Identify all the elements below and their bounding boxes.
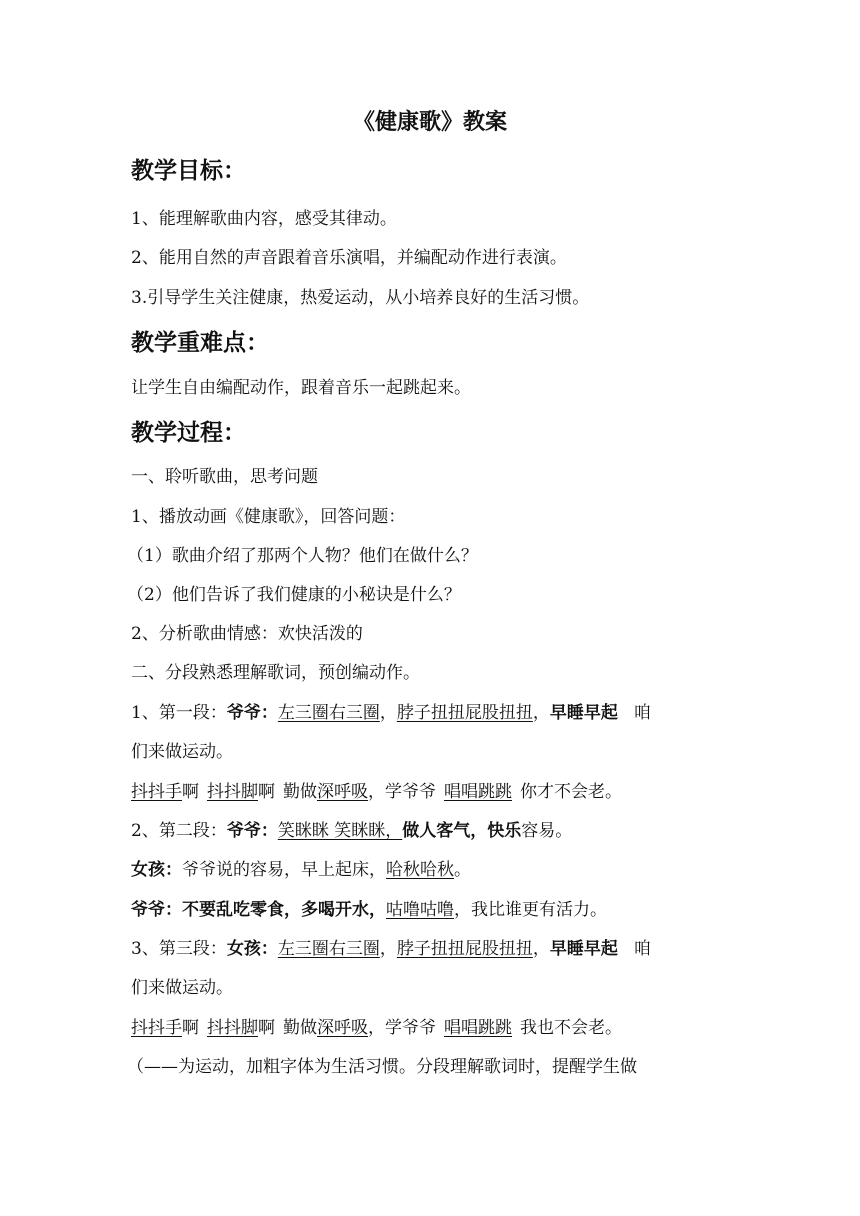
exercise-phrase: 抖抖手 bbox=[131, 782, 182, 802]
speaker-label: 女孩： bbox=[131, 860, 182, 880]
lyric-section-1-line bbox=[131, 701, 651, 725]
section-prefix: 2、第二段： bbox=[131, 821, 227, 841]
punct: ， bbox=[532, 939, 550, 959]
lyric-text: ，学爷爷 bbox=[368, 782, 436, 802]
lyric-text: 爷爷说的容易，早上起床， bbox=[182, 860, 386, 880]
exercise-phrase: 抖抖脚 bbox=[207, 782, 258, 802]
section-prefix: 3、第三段： bbox=[131, 939, 227, 959]
habit-phrase: 不要乱吃零食，多喝开水， bbox=[182, 900, 386, 920]
lyric-text: 容易。 bbox=[521, 821, 573, 841]
process-heading: 教学过程： bbox=[131, 420, 246, 446]
goal-item: 1、能理解歌曲内容，感受其律动。 bbox=[131, 209, 397, 229]
speaker-label: 爷爷： bbox=[226, 703, 278, 723]
speaker-label: 爷爷： bbox=[131, 900, 182, 920]
habit-phrase: 早睡早起 bbox=[549, 703, 618, 723]
lyric-text: 你才不会老。 bbox=[520, 782, 622, 802]
goals-heading: 教学目标： bbox=[131, 158, 246, 184]
exercise-phrase: 脖子扭扭屁股扭扭 bbox=[396, 939, 533, 959]
process-line: 一、聆听歌曲，思考问题 bbox=[131, 467, 318, 487]
exercise-phrase: 深呼吸 bbox=[317, 1018, 368, 1038]
document-title: 《健康歌》教案 bbox=[352, 110, 507, 135]
exercise-phrase: 深呼吸 bbox=[317, 782, 368, 802]
lyric-section-3-line bbox=[131, 937, 651, 961]
goal-item: 2、能用自然的声音跟着音乐演唱，并编配动作进行表演。 bbox=[131, 248, 567, 268]
exercise-phrase: 抖抖手 bbox=[131, 1018, 182, 1038]
exercise-phrase: 脖子扭扭屁股扭扭 bbox=[396, 703, 533, 723]
lyric-text: 啊 bbox=[258, 1018, 275, 1038]
lyric-text: 啊 bbox=[182, 782, 199, 802]
lyric-text: 勤做 bbox=[283, 782, 317, 802]
lyric-text: ，我比谁更有活力。 bbox=[454, 900, 607, 920]
exercise-phrase: 唱唱跳跳 bbox=[444, 1018, 512, 1038]
habit-phrase: 早睡早起 bbox=[549, 939, 618, 959]
lyric-text: 。 bbox=[454, 860, 471, 880]
punct: ， bbox=[379, 939, 397, 959]
lyric-continuation: 们来做运动。 bbox=[131, 978, 233, 998]
question-line: （2）他们告诉了我们健康的小秘诀是什么？ bbox=[127, 585, 461, 605]
exercise-phrase: 左三圈右三圈 bbox=[277, 703, 380, 723]
lyric-section-2-line bbox=[131, 819, 572, 843]
lyric-text: 勤做 bbox=[283, 1018, 317, 1038]
lyric-refrain-1 bbox=[131, 780, 622, 804]
lyric-text: 我也不会老。 bbox=[520, 1018, 622, 1038]
lyric-girl-line bbox=[131, 858, 471, 882]
exercise-phrase: 哈秋哈秋 bbox=[386, 860, 454, 880]
legend-note: （——为运动，加粗字体为生活习惯。分段理解歌词时，提醒学生做 bbox=[127, 1057, 637, 1077]
lyric-grandpa-line bbox=[131, 898, 607, 922]
lyric-refrain-3 bbox=[131, 1016, 622, 1040]
exercise-phrase: 抖抖脚 bbox=[207, 1018, 258, 1038]
focus-text: 让学生自由编配动作，跟着音乐一起跳起来。 bbox=[131, 378, 471, 398]
punct: ， bbox=[532, 703, 550, 723]
punct: ， bbox=[379, 703, 397, 723]
exercise-phrase: 咕噜咕噜 bbox=[386, 900, 454, 920]
exercise-phrase: 唱唱跳跳 bbox=[444, 782, 512, 802]
lyric-text: ，学爷爷 bbox=[368, 1018, 436, 1038]
lyric-text: 咱 bbox=[633, 939, 651, 959]
question-line: （1）歌曲介绍了那两个人物？他们在做什么？ bbox=[127, 546, 478, 566]
process-line: 1、播放动画《健康歌》，回答问题： bbox=[131, 507, 406, 527]
exercise-phrase: 左三圈右三圈 bbox=[277, 939, 380, 959]
process-line: 2、分析歌曲情感：欢快活泼的 bbox=[131, 624, 363, 644]
section-prefix: 1、第一段： bbox=[131, 703, 227, 723]
exercise-phrase: 笑眯眯 笑眯眯， bbox=[277, 821, 403, 841]
speaker-label: 爷爷： bbox=[226, 821, 278, 841]
habit-phrase: 做人客气，快乐 bbox=[402, 821, 522, 841]
lyric-text: 啊 bbox=[258, 782, 275, 802]
lyric-text: 咱 bbox=[633, 703, 651, 723]
lyric-text: 啊 bbox=[182, 1018, 199, 1038]
focus-heading: 教学重难点： bbox=[131, 330, 269, 356]
lyric-continuation: 们来做运动。 bbox=[131, 742, 233, 762]
goal-item: 3.引导学生关注健康，热爱运动，从小培养良好的生活习惯。 bbox=[131, 288, 590, 308]
speaker-label: 女孩： bbox=[226, 939, 278, 959]
process-line: 二、分段熟悉理解歌词，预创编动作。 bbox=[131, 663, 420, 683]
